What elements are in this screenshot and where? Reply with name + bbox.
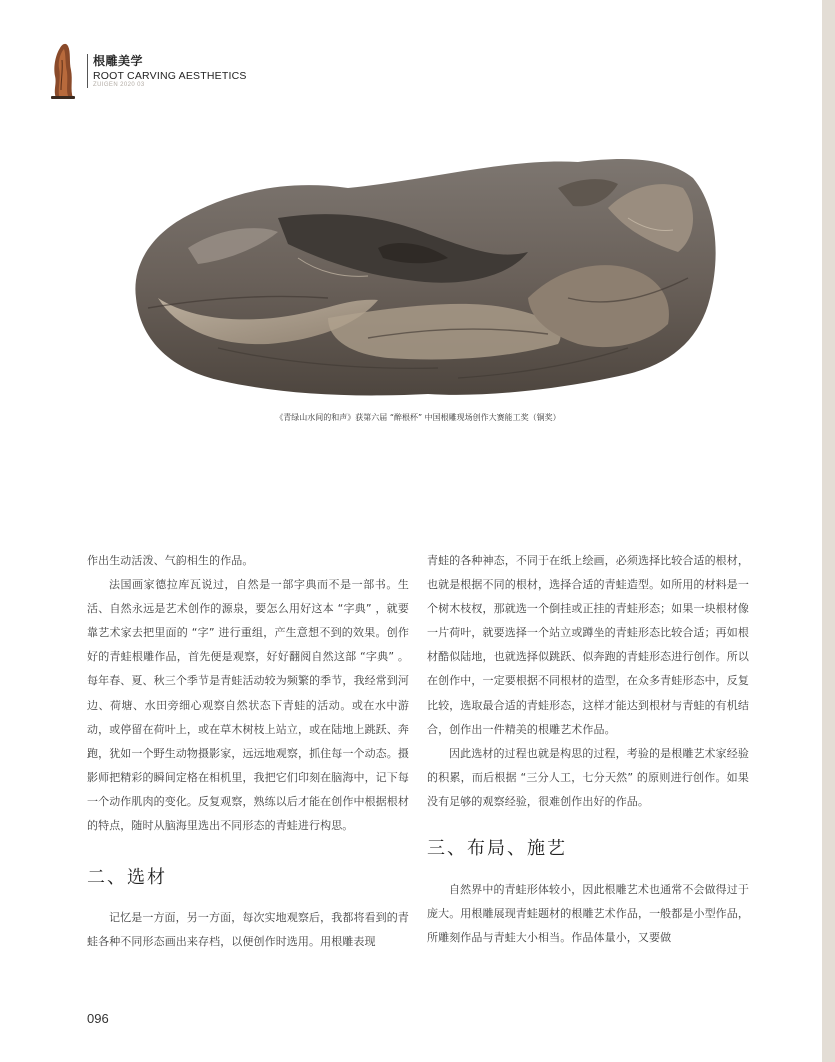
paragraph: 记忆是一方面，另一方面，每次实地观察后，我都将看到的青蛙各种不同形态画出来存档，以便创作时选用。用根雕表现 [87, 911, 409, 949]
header-divider [87, 54, 88, 88]
photo-caption: 《青绿山水间的和声》获第六届 “醉根杯” 中国根雕现场创作大赛能工奖（铜奖） [275, 413, 561, 422]
page-edge-strip [822, 0, 835, 1062]
section-heading-material-selection: 二、选材 [87, 867, 167, 889]
root-carving-photo [128, 148, 720, 408]
left-column [87, 549, 409, 954]
root-sculpture-logo-icon [47, 40, 77, 100]
paragraph: 作出生动活泼、气韵相生的作品。 [87, 554, 254, 567]
paragraph: 因此选材的过程也就是构思的过程，考验的是根雕艺术家经验的积累，而后根据 “三分人工，七分天然” 的原则进行创作。如果没有足够的观察经验，很难创作出好的作品。 [427, 746, 749, 808]
right-column [427, 549, 749, 950]
page-number: 096 [87, 1011, 109, 1026]
issue-label: ZUIGEN 2020 03 [93, 82, 145, 88]
paragraph: 青蛙的各种神态，不同于在纸上绘画，必须选择比较合适的根材，也就是根据不同的根材，选择合适的青蛙造型。如所用的材料是一个树木枝杈，那就选一个倒挂或正挂的青蛙形态；如果一块根材像一片荷叶，就要选择一个站立或蹲坐的青蛙形态比较合适；再如根材酷似陆地，也就选择似跳跃、似奔跑的青蛙形态进行创作。所以在创作中，一定要根据不同根材的造型，在众多青蛙形态中，反复比较，选取最合适的青蛙形态，这样才能达到根材与青蛙的有机结合，创作出一件精美的根雕艺术作品。 [427, 554, 749, 736]
paragraph: 自然界中的青蛙形体较小，因此根雕艺术也通常不会做得过于庞大。用根雕展现青蛙题材的根雕艺术作品，一般都是小型作品，所雕刻作品与青蛙大小相当。作品体量小，又要做 [427, 883, 749, 945]
magazine-title-en: ROOT CARVING AESTHETICS [93, 70, 247, 82]
section-heading-layout-carving: 三、布局、施艺 [427, 838, 567, 860]
paragraph: 法国画家德拉库瓦说过，自然是一部字典而不是一部书。生活、自然永远是艺术创作的源泉，要怎么用好这本 “字典” ，就要靠艺术家去把里面的 “字” 进行重组，产生意想不到的效果。创作好的青蛙根雕作品，首先便是观察，好好翻阅自然这部 “字典” 。每年春、夏、秋三个季节是青蛙活动较为频繁的季节，我经常到河边、荷塘、水田旁细心观察自然状态下青蛙的活动。或在水中游动，或停留在荷叶上，或在草木树枝上站立，或在陆地上跳跃、奔跑，犹如一个野生动物摄影家，远远地观察，抓住每一个动态。摄影师把精彩的瞬间定格在相机里，我把它们印刻在脑海中，记下每一个动作肌肉的变化。反复观察，熟练以后才能在创作中根据根材的特点，随时从脑海里选出不同形态的青蛙进行构思。 [87, 578, 409, 833]
magazine-title-cn: 根雕美学 [93, 54, 144, 68]
